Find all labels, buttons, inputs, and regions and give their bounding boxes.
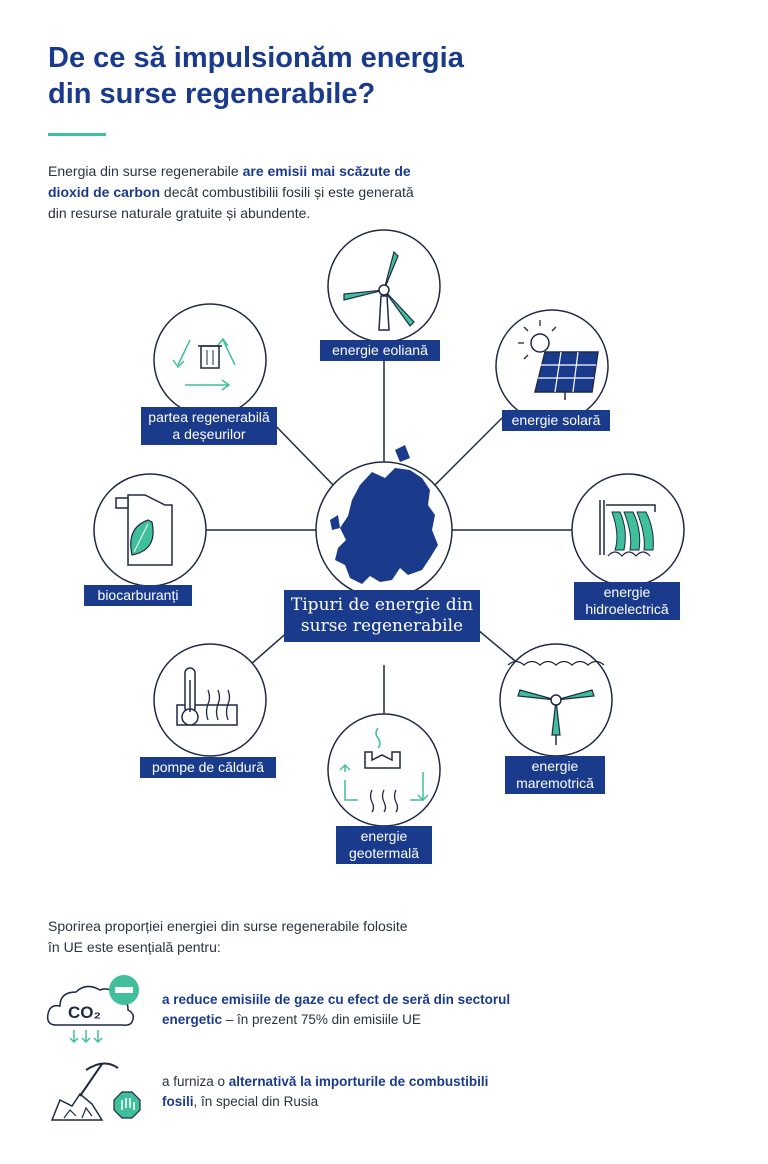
solar-label <box>502 410 610 431</box>
waste-label <box>141 407 277 445</box>
biofuels-label <box>84 585 192 606</box>
heat-pumps-label-line-1: pompe de căldură <box>151 759 265 775</box>
benefit-2-bold: alternativă la importurile de combustibili fosili <box>162 1074 489 1109</box>
benefit-1-bold: a reduce emisiile de gaze cu efect de seră din sectorul energetic <box>162 992 511 1027</box>
center-label-line-2: surse regenerabile <box>300 616 464 636</box>
benefit-2-pre: a furniza o <box>162 1074 229 1089</box>
center-eu-map-circle <box>316 445 452 598</box>
tidal-label-line-1: energie <box>531 758 579 774</box>
hydro-node-circle <box>572 474 684 586</box>
heat-pumps-node-circle <box>154 644 266 756</box>
intro-text-pre: Energia din surse regenerabile <box>48 163 243 179</box>
tidal-label <box>505 756 605 794</box>
benefit-item-1 <box>162 990 522 1030</box>
geothermal-label-line-2: geotermală <box>348 845 420 861</box>
benefit-1-text: – în prezent 75% din emisiile UE <box>222 1012 421 1027</box>
center-label-line-1: Tipuri de energie din <box>290 595 474 615</box>
co2-cloud-icon <box>44 970 144 1050</box>
center-label <box>284 590 480 642</box>
intro-text-bold: are emisii mai scăzute de dioxid de carbon <box>48 163 411 200</box>
geothermal-label-line-1: energie <box>360 828 408 844</box>
co2-text: CO₂ <box>68 1003 102 1022</box>
title-line-2: din surse regenerabile? <box>48 78 376 110</box>
waste-label-line-1: partea regenerabilă <box>148 409 270 425</box>
benefits-intro: Sporirea proporției energiei din surse regenerabile folosite în UE este esențială pentru: <box>48 918 408 955</box>
hydro-label <box>574 582 680 620</box>
geothermal-label <box>336 826 432 864</box>
hydro-label-line-2: hidroelectrică <box>585 601 669 617</box>
wind-label-line-1: energie eoliană <box>332 342 428 358</box>
mining-stop-icon <box>46 1056 146 1126</box>
wind-label <box>320 340 440 361</box>
title-line-1: De ce să impulsionăm energia <box>48 42 464 74</box>
biofuels-label-line-1: biocarburanți <box>97 587 179 603</box>
benefit-item-2 <box>162 1072 522 1112</box>
solar-label-line-1: energie solară <box>511 412 601 428</box>
benefit-2-post: , în special din Rusia <box>193 1094 319 1109</box>
intro-text-post: decât combustibilii fosili și este generată din resurse naturale gratuite și abundente. <box>48 184 414 221</box>
hydro-label-line-1: energie <box>603 584 651 600</box>
tidal-label-line-2: maremotrică <box>516 775 594 791</box>
waste-label-line-2: a deșeurilor <box>172 426 246 442</box>
heat-pumps-label <box>140 757 276 778</box>
